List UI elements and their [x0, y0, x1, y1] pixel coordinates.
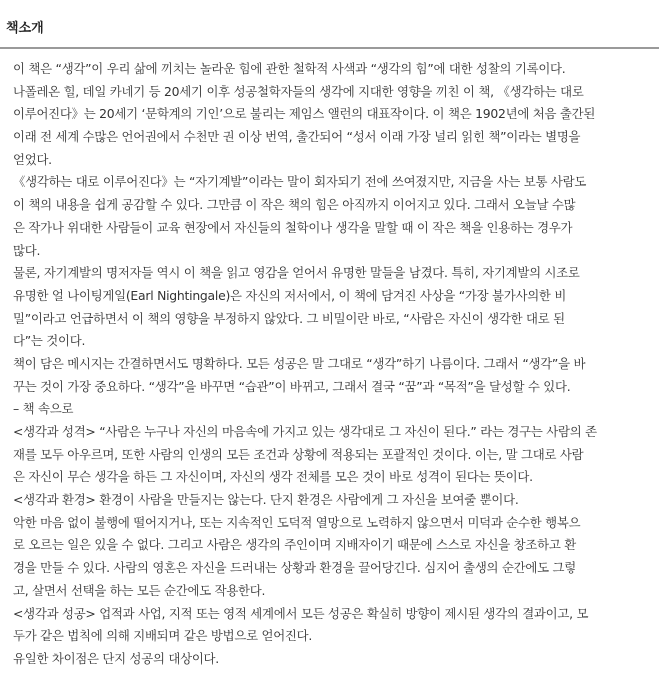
text-line: <생각과 성공> 업적과 사업, 지적 또는 영적 세계에서 모든 성공은 확실히 방향이 제시된 생각의 결과이고, 모 — [13, 605, 589, 621]
text-line: 경을 만들 수 있다. 사람의 영혼은 자신을 드러내는 상황과 환경을 끌어당긴다. 심지어 출생의 순간에도 그렇 — [13, 560, 576, 576]
text-line: 책이 담은 메시지는 간결하면서도 명확하다. 모든 성공은 말 그대로 “생각”하기 나름이다. 그래서 “생각”을 바 — [13, 355, 586, 371]
text-line: 이루어진다》는 20세기 ‘문학계의 기인’으로 불리는 제임스 앨런의 대표작이다. 이 책은 1902년에 처음 출간된 — [13, 106, 596, 122]
text-line: 다”는 것이다. — [13, 333, 86, 349]
text-line: 고, 살면서 선택을 하는 모든 순간에도 작용한다. — [13, 582, 266, 598]
text-line: <생각과 환경> 환경이 사람을 만들지는 않는다. 단지 환경은 사람에게 그 자신을 보여줄 뿐이다. — [13, 492, 519, 508]
text-line: 유명한 얼 나이팅게일(Earl Nightingale)은 자신의 저서에서, 이 책에 담겨진 사상을 “가장 불가사의한 비 — [13, 287, 567, 303]
text-line: 이래 전 세계 수많은 언어권에서 수천만 권 이상 번역, 출간되어 “성서 이래 가장 널리 읽힌 책”이라는 별명을 — [13, 129, 581, 145]
text-line: <생각과 성격> “사람은 누구나 자신의 마음속에 가지고 있는 생각대로 그 자신이 된다.” 라는 경구는 사람의 존 — [13, 424, 597, 439]
text-line: 이 책은 “생각”이 우리 삶에 끼치는 놀라운 힘에 관한 철학적 사색과 “생각의 힘”에 대한 성찰의 기록이다. — [13, 61, 566, 76]
text-line: – 책 속으로 — [13, 401, 74, 417]
text-line: 밀”이라고 언급하면서 이 책의 영향을 부정하지 않았다. 그 비밀이란 바로, “사람은 자신이 생각한 대로 된 — [13, 310, 565, 326]
text-line: 나폴레온 힐, 데일 카네기 등 20세기 이후 성공철학자들의 생각에 지대한 영향을 끼친 이 책, 《생각하는 대로 — [13, 83, 584, 99]
text-line: 《생각하는 대로 이루어진다》는 “자기계발”이라는 말이 회자되기 전에 쓰여졌지만, 지금을 사는 보통 사람도 — [13, 174, 587, 190]
text-line: 얻었다. — [13, 151, 52, 167]
section-divider — [0, 47, 659, 49]
section-title: 책소개 — [6, 21, 44, 36]
text-line: 재를 모두 아우르며, 또한 사람의 인생의 모든 조건과 상황에 적용되는 포괄적인 것이다. 이는, 말 그대로 사람 — [13, 446, 584, 462]
text-line: 은 작가나 위대한 사람들이 교육 현장에서 자신들의 철학이나 생각을 말할 때 이 작은 책을 인용하는 경우가 — [13, 219, 573, 235]
text-line: 꾸는 것이 가장 중요하다. “생각”을 바꾸면 “습관”이 바뀌고, 그래서 결국 “꿈”과 “목적”을 달성할 수 있다. — [13, 378, 571, 394]
text-line: 은 자신이 무슨 생각을 하든 그 자신이며, 자신의 생각 전체를 모은 것이 바로 성격이 된다는 뜻이다. — [13, 469, 533, 485]
text-line: 많다. — [13, 242, 41, 258]
text-line: 유일한 차이점은 단지 성공의 대상이다. — [13, 650, 219, 666]
text-line: 로 오르는 일은 있을 수 없다. 그리고 사람은 생각의 주인이며 지배자이기 때문에 스스로 자신을 창조하고 환 — [13, 537, 576, 553]
text-line: 악한 마음 없이 불행에 떨어지거나, 또는 지속적인 도덕적 열망으로 노력하지 않으면서 미덕과 순수한 행복으 — [13, 514, 581, 530]
book-intro-text — [13, 58, 653, 671]
text-line: 두가 같은 법칙에 의해 지배되며 같은 방법으로 얻어진다. — [13, 628, 313, 644]
text-line: 이 책의 내용을 쉽게 공감할 수 있다. 그만큼 이 작은 책의 힘은 아직까지 이어지고 있다. 그래서 오늘날 수많 — [13, 197, 576, 213]
text-line: 물론, 자기계발의 명저자들 역시 이 책을 읽고 영감을 얻어서 유명한 말들을 남겼다. 특히, 자기계발의 시조로 — [13, 265, 580, 281]
